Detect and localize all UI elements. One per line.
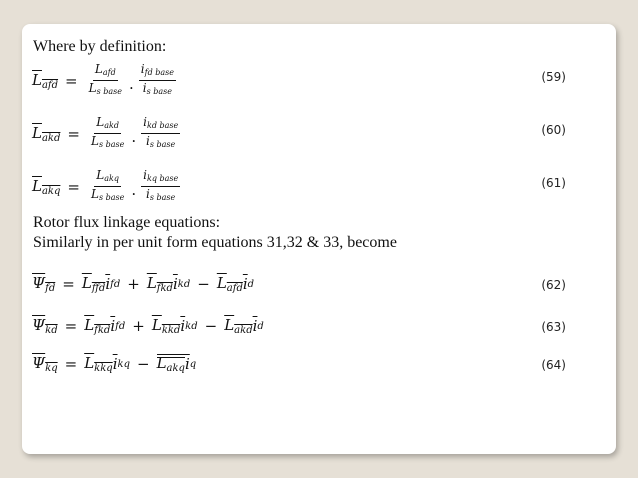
eq60-fraction-1: $\frac{L_{akd}}{L_{s base}}$	[90, 115, 125, 149]
equation-63: $\Psi_{kd}$ = $L_{fkd}$ $\overline{i}$ fd + $L_{kkd}$ $\overline{i}$ kd − $L_{akd}$ $\overline{i}$ d	[32, 316, 264, 336]
eq59-number: (59)	[541, 70, 566, 84]
equation-64: $\Psi_{kq}$ = $L_{kkq}$ $\overline{i}$ kq − $L_{akq}$ $\overline{i}$ q	[32, 354, 197, 374]
eq59-fraction-2: $\frac{i_{fd base}}{i_{s base}}$	[140, 62, 174, 96]
eq60-lhs: $L_{akd}$	[32, 123, 61, 144]
eq61-rel: =	[67, 177, 80, 196]
equation-59	[32, 62, 178, 99]
eq63-number: (63)	[541, 320, 566, 334]
eq59-fraction-1: $\frac{L_{afd}}{L_{s base}}$	[88, 62, 122, 96]
eq60-fraction-2: $\frac{i_{kd base}}{i_{s base}}$	[143, 115, 179, 149]
intro-text: Where by definition:	[33, 38, 167, 55]
eq60-dot: .	[131, 127, 137, 146]
eq61-dot: .	[131, 180, 137, 199]
eq63-lhs: $\Psi_{kd}$	[32, 316, 58, 336]
eq59-lhs: $L_{afd}$	[32, 70, 59, 91]
eq61-number: (61)	[541, 176, 566, 190]
eq62-number: (62)	[541, 278, 566, 292]
equation-62: $\Psi_{fd}$ = $L_{ffd}$ $\overline{i}$ fd + $L_{fkd}$ $\overline{i}$ kd − $L_{afd}$ $\overline{i}$ d	[32, 274, 255, 294]
eq60-rel: =	[67, 124, 80, 143]
eq61-fraction-2: $\frac{i_{kq base}}{i_{s base}}$	[143, 168, 179, 202]
equation-61	[32, 168, 182, 205]
rotor-heading: Rotor flux linkage equations:	[33, 214, 221, 231]
rotor-text: Similarly in per unit form equations 31,32 & 33, become	[33, 234, 397, 251]
eq59-rel: =	[65, 71, 78, 90]
eq61-lhs: $L_{akq}$	[32, 176, 61, 197]
eq64-lhs: $\Psi_{kq}$	[32, 354, 58, 374]
eq62-lhs: $\Psi_{fd}$	[32, 274, 56, 294]
equation-60	[32, 115, 182, 152]
slide	[22, 24, 616, 454]
eq64-number: (64)	[541, 358, 566, 372]
eq61-fraction-1: $\frac{L_{akq}}{L_{s base}}$	[90, 168, 125, 202]
eq59-dot: .	[128, 74, 134, 93]
eq60-number: (60)	[541, 123, 566, 137]
